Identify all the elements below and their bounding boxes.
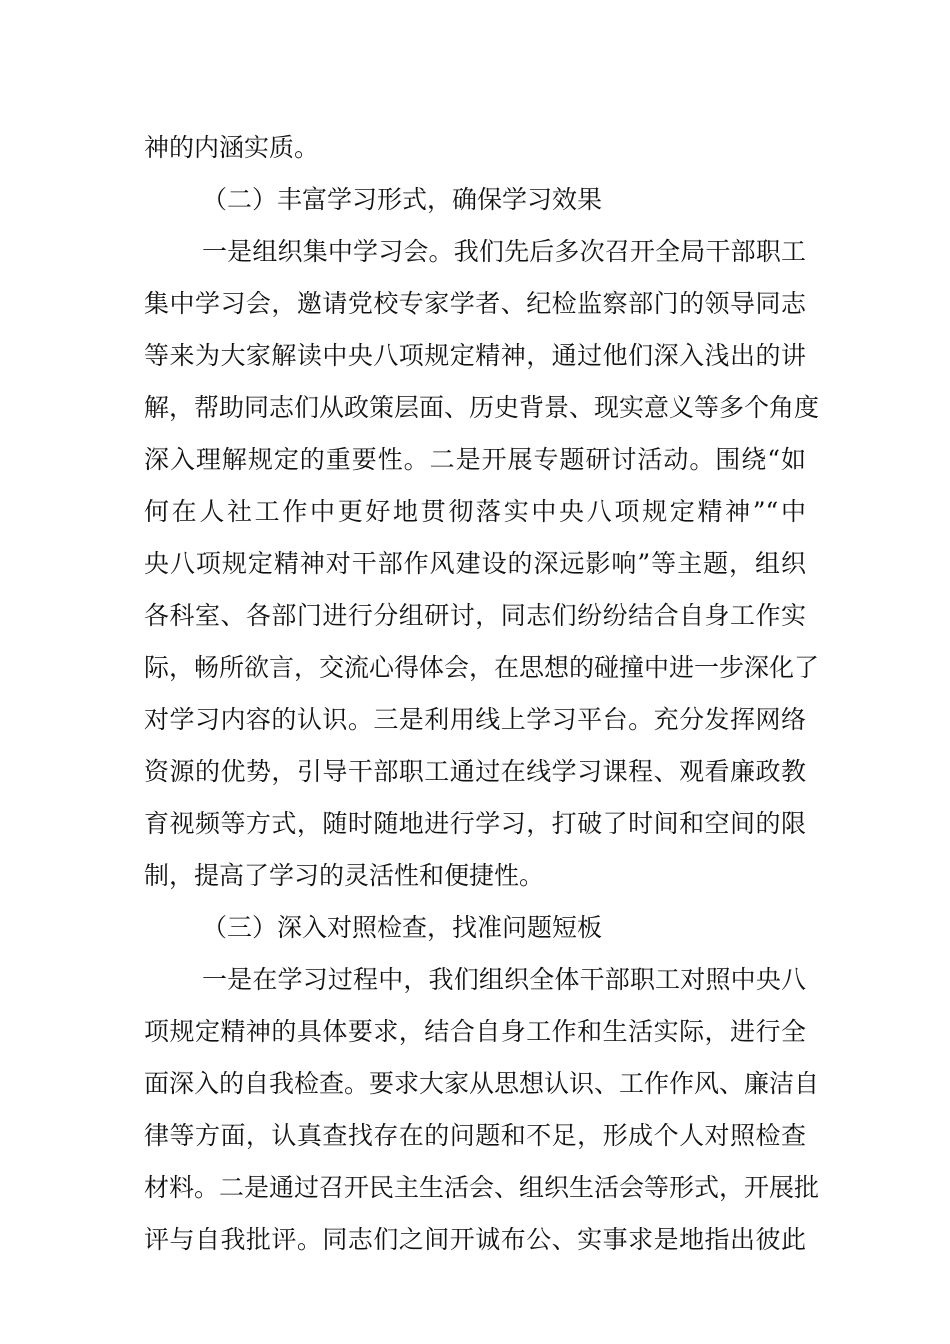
section-heading-3: （三）深入对照检查，找准问题短板 (202, 913, 603, 942)
paragraph-line: 律等方面，认真查找存在的问题和不足，形成个人对照检查 (144, 1121, 806, 1150)
paragraph-line: 项规定精神的具体要求，结合自身工作和生活实际，进行全 (144, 1017, 806, 1046)
paragraph-line: 对学习内容的认识。三是利用线上学习平台。充分发挥网络 (144, 705, 806, 734)
paragraph-line: 央八项规定精神对干部作风建设的深远影响”等主题，组织 (144, 549, 806, 578)
paragraph-line: 评与自我批评。同志们之间开诚布公、实事求是地指出彼此 (144, 1225, 806, 1254)
paragraph-line: 际，畅所欲言，交流心得体会，在思想的碰撞中进一步深化了 (144, 653, 820, 682)
paragraph-line: 育视频等方式，随时随地进行学习，打破了时间和空间的限 (144, 809, 806, 838)
paragraph-line: 解，帮助同志们从政策层面、历史背景、现实意义等多个角度 (144, 393, 820, 422)
paragraph-line: 深入理解规定的重要性。二是开展专题研讨活动。围绕“如 (144, 445, 806, 474)
paragraph-line: 等来为大家解读中央八项规定精神，通过他们深入浅出的讲 (144, 341, 806, 370)
paragraph-line: 集中学习会，邀请党校专家学者、纪检监察部门的领导同志 (144, 289, 806, 318)
paragraph-line: 各科室、各部门进行分组研讨，同志们纷纷结合自身工作实 (144, 601, 806, 630)
paragraph-line: 一是组织集中学习会。我们先后多次召开全局干部职工 (202, 237, 806, 266)
paragraph-line: 一是在学习过程中，我们组织全体干部职工对照中央八 (202, 965, 806, 994)
paragraph-line: 面深入的自我检查。要求大家从思想认识、工作作风、廉洁自 (144, 1069, 820, 1098)
paragraph-line: 材料。二是通过召开民主生活会、组织生活会等形式，开展批 (144, 1173, 820, 1202)
paragraph-line: 资源的优势，引导干部职工通过在线学习课程、观看廉政教 (144, 757, 806, 786)
paragraph-line: 何在人社工作中更好地贯彻落实中央八项规定精神”“中 (144, 497, 806, 526)
paragraph-line: 制，提高了学习的灵活性和便捷性。 (144, 861, 545, 890)
section-heading-2: （二）丰富学习形式，确保学习效果 (202, 185, 603, 214)
paragraph-line: 神的内涵实质。 (144, 133, 320, 162)
